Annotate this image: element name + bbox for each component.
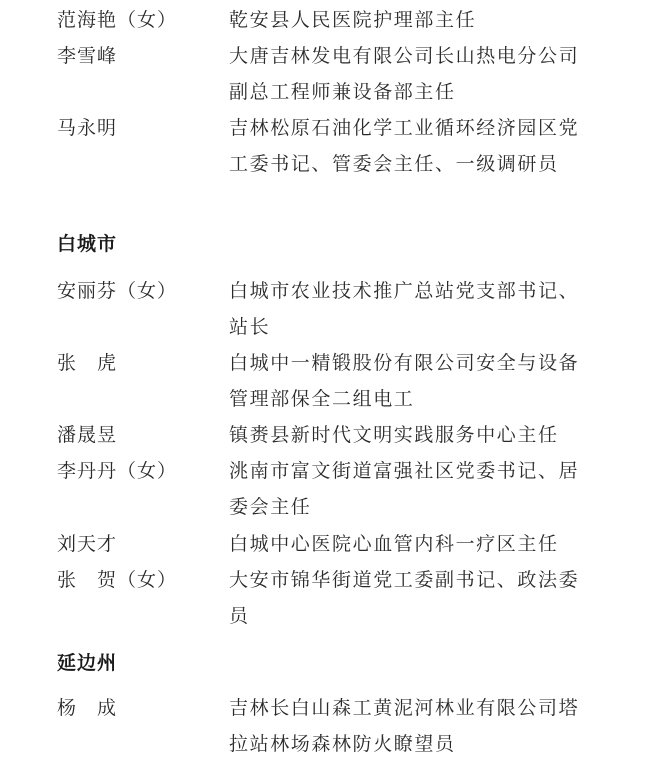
person-name: 潘晟昱 bbox=[57, 424, 118, 446]
person-name: 范海艳（女） bbox=[57, 9, 178, 31]
person-name: 杨 成 bbox=[57, 697, 118, 719]
person-title: 吉林长白山森工黄泥河林业有限公司塔拉站林场森林防火瞭望员 bbox=[229, 697, 580, 755]
person-name: 安丽芬（女） bbox=[57, 280, 178, 302]
person-name: 李丹丹（女） bbox=[57, 460, 178, 482]
person-title: 镇赉县新时代文明实践服务中心主任 bbox=[229, 424, 559, 446]
person-title: 白城中心医院心血管内科一疗区主任 bbox=[229, 533, 559, 555]
person-title: 白城市农业技术推广总站党支部书记、站长 bbox=[229, 280, 580, 338]
person-title: 吉林松原石油化学工业循环经济园区党工委书记、管委会主任、一级调研员 bbox=[229, 117, 580, 175]
person-title: 乾安县人民医院护理部主任 bbox=[229, 9, 477, 31]
section-heading-yanbian: 延边州 bbox=[57, 652, 118, 674]
person-name: 刘天才 bbox=[57, 533, 118, 555]
person-title: 白城中一精锻股份有限公司安全与设备管理部保全二组电工 bbox=[229, 352, 580, 410]
person-title: 洮南市富文街道富强社区党委书记、居委会主任 bbox=[229, 460, 580, 518]
section-heading-baicheng: 白城市 bbox=[57, 233, 118, 255]
person-title: 大唐吉林发电有限公司长山热电分公司副总工程师兼设备部主任 bbox=[229, 45, 580, 103]
person-name: 张 贺（女） bbox=[57, 569, 178, 591]
person-name: 张 虎 bbox=[57, 352, 118, 374]
person-name: 李雪峰 bbox=[57, 45, 118, 67]
person-title: 大安市锦华街道党工委副书记、政法委员 bbox=[229, 569, 580, 627]
person-name: 马永明 bbox=[57, 117, 118, 139]
